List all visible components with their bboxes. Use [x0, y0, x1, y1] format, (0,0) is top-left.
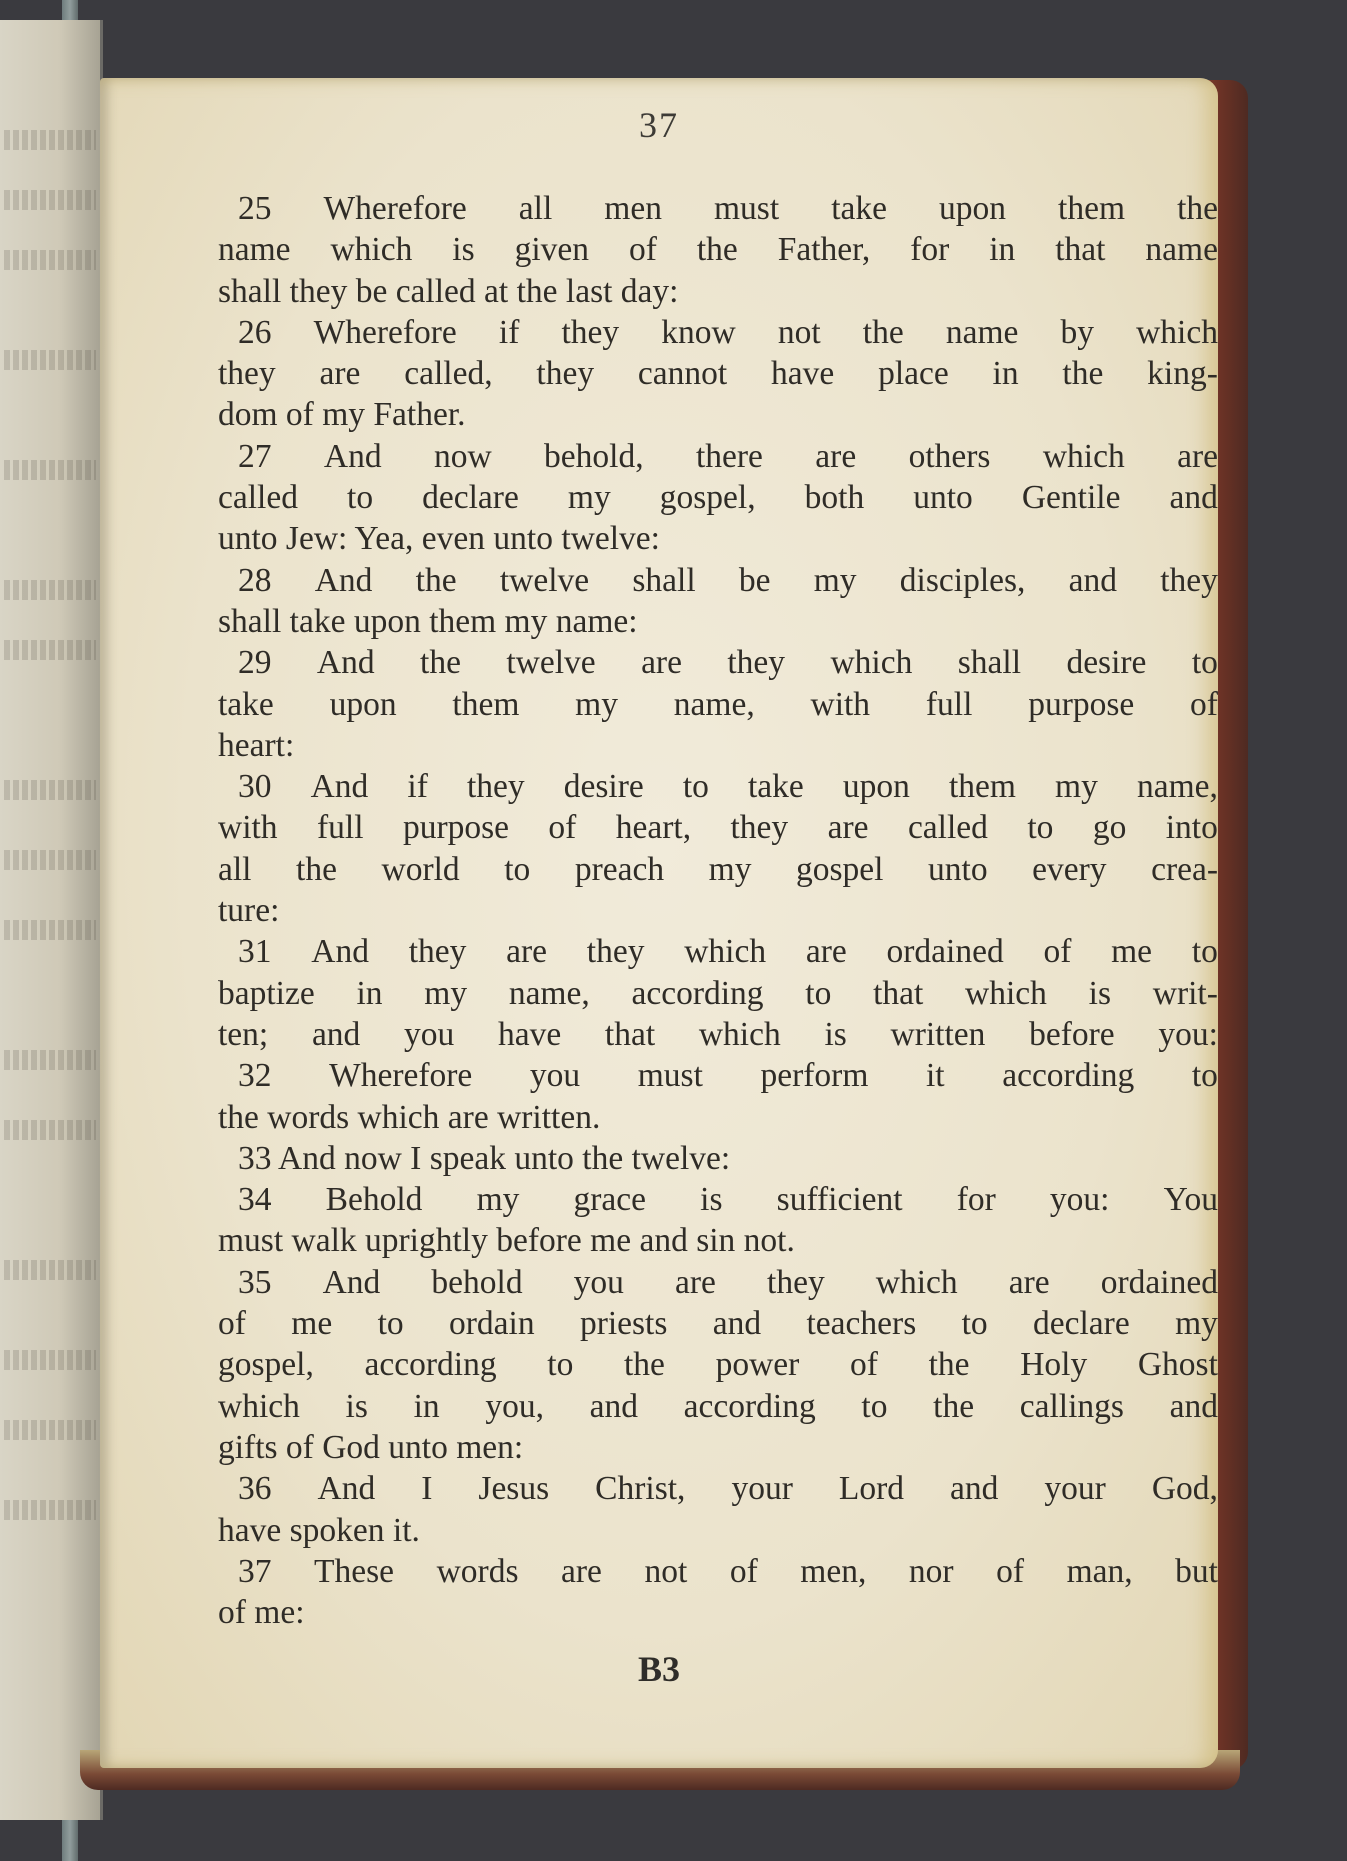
word: ordain — [448, 1305, 535, 1343]
word: shall — [632, 561, 696, 599]
word: declare — [1033, 1305, 1130, 1343]
word: every — [1032, 850, 1107, 888]
show-through-text — [4, 250, 96, 270]
word: there — [695, 437, 763, 475]
word: men — [604, 190, 662, 227]
word: men, — [800, 1552, 867, 1590]
word: purpose — [1028, 685, 1135, 723]
word: upon — [842, 768, 910, 806]
word: 27 — [238, 437, 272, 475]
word: upon — [939, 190, 1007, 227]
word: perform — [760, 1057, 869, 1095]
word: These — [314, 1552, 395, 1590]
word: have — [771, 355, 835, 393]
word: my — [1055, 768, 1098, 806]
word: that — [873, 974, 924, 1012]
word: place — [878, 355, 949, 393]
text-line — [218, 931, 1218, 972]
text-line — [218, 1014, 1218, 1055]
word: called — [218, 479, 298, 517]
line-text: ture: — [218, 892, 280, 930]
word: and — [950, 1470, 999, 1508]
word: take — [831, 190, 887, 227]
word: gospel — [796, 850, 884, 888]
text-line — [218, 1262, 1218, 1303]
word: 26 — [238, 313, 272, 351]
page-number: 37 — [639, 105, 679, 145]
text-line — [218, 684, 1218, 725]
word: desire — [563, 768, 644, 806]
word: 36 — [238, 1470, 272, 1508]
word: in — [356, 974, 383, 1012]
word: 37 — [238, 1552, 272, 1590]
word: know — [661, 313, 736, 351]
line-text: must walk uprightly before me and sin not. — [218, 1222, 795, 1260]
word: with — [218, 809, 278, 847]
word: that — [1055, 231, 1106, 269]
word: unto — [913, 479, 973, 517]
line-text: unto Jew: Yea, even unto twelve: — [218, 520, 660, 558]
word: callings — [1019, 1387, 1124, 1425]
word: which — [330, 231, 413, 269]
word: them — [1058, 190, 1126, 227]
word: Behold — [325, 1181, 423, 1219]
word: you, — [485, 1387, 544, 1425]
word: they — [408, 933, 467, 971]
text-line — [218, 1592, 1218, 1633]
word: the — [415, 561, 457, 599]
word: and — [1169, 479, 1218, 517]
text-line — [218, 642, 1218, 683]
text-line — [218, 1344, 1218, 1385]
show-through-text — [4, 780, 96, 800]
word: with — [810, 685, 871, 723]
word: Jesus — [478, 1470, 550, 1508]
word: to — [377, 1305, 404, 1343]
word: my — [424, 974, 468, 1012]
word: you — [404, 1015, 455, 1053]
word: are — [506, 933, 548, 971]
word: upon — [329, 685, 397, 723]
word: to — [1191, 933, 1218, 971]
show-through-text — [4, 640, 96, 660]
word: twelve — [499, 561, 590, 599]
word: they — [767, 1263, 825, 1301]
word: for — [956, 1181, 996, 1219]
line-text: the words which are written. — [218, 1098, 601, 1136]
verse-text-block — [218, 188, 1218, 1633]
word: is — [824, 1015, 847, 1053]
word: I — [421, 1470, 433, 1508]
word: behold — [431, 1263, 523, 1301]
text-line — [218, 1055, 1218, 1096]
word: name — [1145, 231, 1218, 269]
word: Holy — [1020, 1346, 1088, 1384]
word: the — [296, 850, 337, 888]
word: king- — [1147, 355, 1218, 393]
word: they — [1160, 561, 1218, 599]
word: name, — [508, 974, 590, 1012]
book-page — [100, 78, 1218, 1768]
word: which — [698, 1015, 781, 1053]
word: take — [218, 685, 274, 723]
line-text: shall take upon them my name: — [218, 602, 638, 640]
word: and — [1169, 1387, 1218, 1425]
word: are — [641, 644, 682, 682]
word: according — [364, 1346, 497, 1384]
word: desire — [1066, 644, 1147, 682]
word: which — [830, 644, 913, 682]
line-text: have spoken it. — [218, 1511, 420, 1549]
word: to — [504, 850, 531, 888]
word: for — [910, 231, 950, 269]
word: to — [961, 1305, 988, 1343]
word: are — [675, 1263, 716, 1301]
show-through-text — [4, 190, 96, 210]
word: 25 — [238, 190, 272, 227]
word: you — [573, 1263, 624, 1301]
word: not — [777, 313, 821, 351]
word: you — [529, 1057, 581, 1095]
word: they — [536, 355, 595, 393]
word: must — [637, 1057, 703, 1095]
text-line — [218, 807, 1218, 848]
text-line — [218, 849, 1218, 890]
word: gospel, — [659, 479, 756, 517]
word: name, — [1136, 768, 1218, 806]
text-line — [218, 229, 1218, 270]
word: them — [452, 685, 520, 723]
word: Wherefore — [329, 1057, 473, 1095]
word: my — [567, 479, 611, 517]
word: them — [948, 768, 1016, 806]
text-line — [218, 518, 1218, 559]
word: of — [996, 1552, 1025, 1590]
text-line — [218, 1468, 1218, 1509]
word: is — [700, 1181, 723, 1219]
text-line — [218, 890, 1218, 931]
show-through-text — [4, 920, 96, 940]
word: the — [933, 1387, 975, 1425]
word: grace — [573, 1181, 647, 1219]
word: to — [1027, 809, 1054, 847]
word: cannot — [637, 355, 728, 393]
word: the — [862, 313, 904, 351]
word: is — [452, 231, 475, 269]
word: if — [498, 313, 520, 351]
word: of — [850, 1346, 878, 1384]
word: now — [433, 437, 492, 475]
text-line — [218, 1097, 1218, 1138]
text-line — [218, 1303, 1218, 1344]
word: before — [1029, 1015, 1115, 1053]
word: sufficient — [776, 1181, 903, 1219]
word: but — [1175, 1552, 1218, 1590]
word: called — [907, 809, 988, 847]
text-line — [218, 1138, 1218, 1179]
word: power — [715, 1346, 800, 1384]
word: name — [945, 313, 1019, 351]
word: teachers — [806, 1305, 917, 1343]
word: your — [731, 1470, 793, 1508]
text-line — [218, 271, 1218, 312]
word: to — [347, 479, 374, 517]
word: your — [1044, 1470, 1106, 1508]
word: Father, — [777, 231, 871, 269]
word: preach — [574, 850, 665, 888]
show-through-text — [4, 1260, 96, 1280]
word: writ- — [1152, 974, 1218, 1012]
word: of — [548, 809, 577, 847]
text-line — [218, 1386, 1218, 1427]
word: not — [644, 1552, 688, 1590]
word: are — [1008, 1263, 1050, 1301]
text-line — [218, 1179, 1218, 1220]
word: Christ, — [595, 1470, 686, 1508]
word: by — [1060, 313, 1094, 351]
text-line — [218, 436, 1218, 477]
text-line — [218, 1510, 1218, 1551]
line-text: of me: — [218, 1594, 305, 1632]
word: shall — [957, 644, 1022, 682]
word: nor — [908, 1552, 954, 1590]
word: given — [514, 231, 590, 269]
word: the — [1062, 355, 1104, 393]
word: which — [218, 1387, 300, 1425]
word: you: — [1158, 1015, 1218, 1053]
word: which — [875, 1263, 958, 1301]
word: full — [316, 809, 364, 847]
word: in — [989, 231, 1016, 269]
word: of — [628, 231, 657, 269]
word: which — [684, 933, 767, 971]
word: And — [310, 768, 369, 806]
word: of — [218, 1305, 246, 1343]
show-through-text — [4, 130, 96, 150]
word: to — [1191, 644, 1218, 682]
text-line — [218, 560, 1218, 601]
word: 34 — [238, 1181, 272, 1219]
word: purpose — [402, 809, 509, 847]
word: name, — [673, 685, 755, 723]
word: have — [497, 1015, 562, 1053]
show-through-text — [4, 1350, 96, 1370]
text-line — [218, 188, 1218, 229]
word: of — [1043, 933, 1072, 971]
text-line — [218, 1551, 1218, 1592]
word: are — [561, 1552, 602, 1590]
word: they — [586, 933, 645, 971]
word: my — [575, 685, 618, 723]
word: 35 — [238, 1263, 272, 1301]
text-line — [218, 725, 1218, 766]
text-line — [218, 394, 1218, 435]
word: And — [322, 1263, 381, 1301]
word: is — [1088, 974, 1112, 1012]
word: are — [1177, 437, 1218, 475]
word: are — [827, 809, 869, 847]
word: my — [1175, 1305, 1218, 1343]
word: they — [727, 644, 786, 682]
word: ordained — [1100, 1263, 1218, 1301]
line-text: 33 And now I speak unto the twelve: — [238, 1139, 731, 1177]
word: it — [925, 1057, 945, 1095]
word: And — [314, 561, 373, 599]
word: of — [1190, 685, 1218, 723]
show-through-text — [4, 580, 96, 600]
word: God, — [1151, 1470, 1218, 1508]
word: take — [747, 768, 804, 806]
word: And — [316, 644, 375, 682]
word: And — [317, 1470, 376, 1508]
word: and — [1068, 561, 1118, 599]
show-through-text — [4, 1500, 96, 1520]
word: the — [928, 1346, 970, 1384]
word: And — [323, 437, 382, 475]
word: Ghost — [1137, 1346, 1218, 1384]
word: both — [804, 479, 865, 517]
show-through-text — [4, 350, 96, 370]
word: man, — [1066, 1552, 1133, 1590]
word: is — [345, 1387, 368, 1425]
show-through-text — [4, 460, 96, 480]
word: 31 — [238, 933, 272, 971]
word: which — [965, 974, 1047, 1012]
word: Lord — [838, 1470, 904, 1508]
line-text: shall they be called at the last day: — [218, 272, 679, 310]
word: be — [738, 561, 771, 599]
word: to — [547, 1346, 574, 1384]
text-line — [218, 1427, 1218, 1468]
word: if — [407, 768, 428, 806]
word: my — [813, 561, 857, 599]
text-line — [218, 973, 1218, 1014]
word: heart, — [615, 809, 692, 847]
word: and — [311, 1015, 361, 1053]
word: which — [1136, 313, 1218, 351]
line-text: gifts of God unto men: — [218, 1428, 524, 1466]
word: baptize — [218, 974, 315, 1012]
text-line — [218, 601, 1218, 642]
word: my — [476, 1181, 520, 1219]
word: the — [1177, 190, 1218, 227]
show-through-text — [4, 1050, 96, 1070]
show-through-text — [4, 1420, 96, 1440]
word: Gentile — [1021, 479, 1121, 517]
line-text: heart: — [218, 726, 295, 764]
word: must — [714, 190, 780, 227]
word: are — [805, 933, 847, 971]
word: and — [589, 1387, 638, 1425]
show-through-text — [4, 850, 96, 870]
word: into — [1165, 809, 1218, 847]
line-text: dom of my Father. — [218, 396, 466, 434]
word: called, — [404, 355, 493, 393]
word: they — [466, 768, 525, 806]
word: words — [436, 1552, 519, 1590]
word: declare — [422, 479, 519, 517]
word: to — [805, 974, 832, 1012]
word: that — [604, 1015, 656, 1053]
word: full — [925, 685, 973, 723]
text-line — [218, 1220, 1218, 1261]
word: are — [319, 355, 361, 393]
word: twelve — [506, 644, 596, 682]
word: of — [729, 1552, 758, 1590]
word: according — [683, 1387, 816, 1425]
word: disciples, — [899, 561, 1026, 599]
word: 28 — [238, 561, 272, 599]
word: in — [413, 1387, 440, 1425]
word: and — [712, 1305, 762, 1343]
word: others — [908, 437, 991, 475]
word: to — [682, 768, 709, 806]
word: to — [1191, 1057, 1218, 1095]
word: to — [861, 1387, 888, 1425]
signature-mark: B3 — [637, 1649, 680, 1689]
word: my — [708, 850, 752, 888]
word: they — [561, 313, 620, 351]
word: Wherefore — [313, 313, 457, 351]
word: gospel, — [218, 1346, 314, 1384]
word: Wherefore — [323, 190, 467, 227]
word: crea- — [1151, 850, 1218, 888]
word: ten; — [218, 1015, 269, 1053]
word: 30 — [238, 768, 272, 806]
word: in — [992, 355, 1019, 393]
word: according — [1002, 1057, 1135, 1095]
word: the — [624, 1346, 665, 1384]
word: 32 — [238, 1057, 272, 1095]
text-line — [218, 477, 1218, 518]
word: me — [291, 1305, 333, 1343]
word: go — [1092, 809, 1127, 847]
word: 29 — [238, 644, 272, 682]
word: are — [815, 437, 857, 475]
text-line — [218, 353, 1218, 394]
word: according — [631, 974, 764, 1012]
word: they — [218, 355, 276, 393]
word: behold, — [544, 437, 644, 475]
word: the — [420, 644, 461, 682]
facing-page-edge — [0, 20, 103, 1820]
word: name — [218, 231, 291, 269]
word: all — [518, 190, 553, 227]
word: ordained — [886, 933, 1004, 971]
word: written — [890, 1015, 986, 1053]
show-through-text — [4, 1120, 96, 1140]
word: unto — [928, 850, 988, 888]
word: priests — [579, 1305, 668, 1343]
word: world — [381, 850, 460, 888]
word: all — [218, 850, 252, 888]
word: the — [696, 231, 738, 269]
word: they — [730, 809, 789, 847]
text-line — [218, 312, 1218, 353]
word: You — [1163, 1181, 1218, 1219]
word: which — [1042, 437, 1125, 475]
word: And — [311, 933, 369, 971]
text-line — [218, 766, 1218, 807]
word: you: — [1049, 1181, 1110, 1219]
word: me — [1111, 933, 1153, 971]
